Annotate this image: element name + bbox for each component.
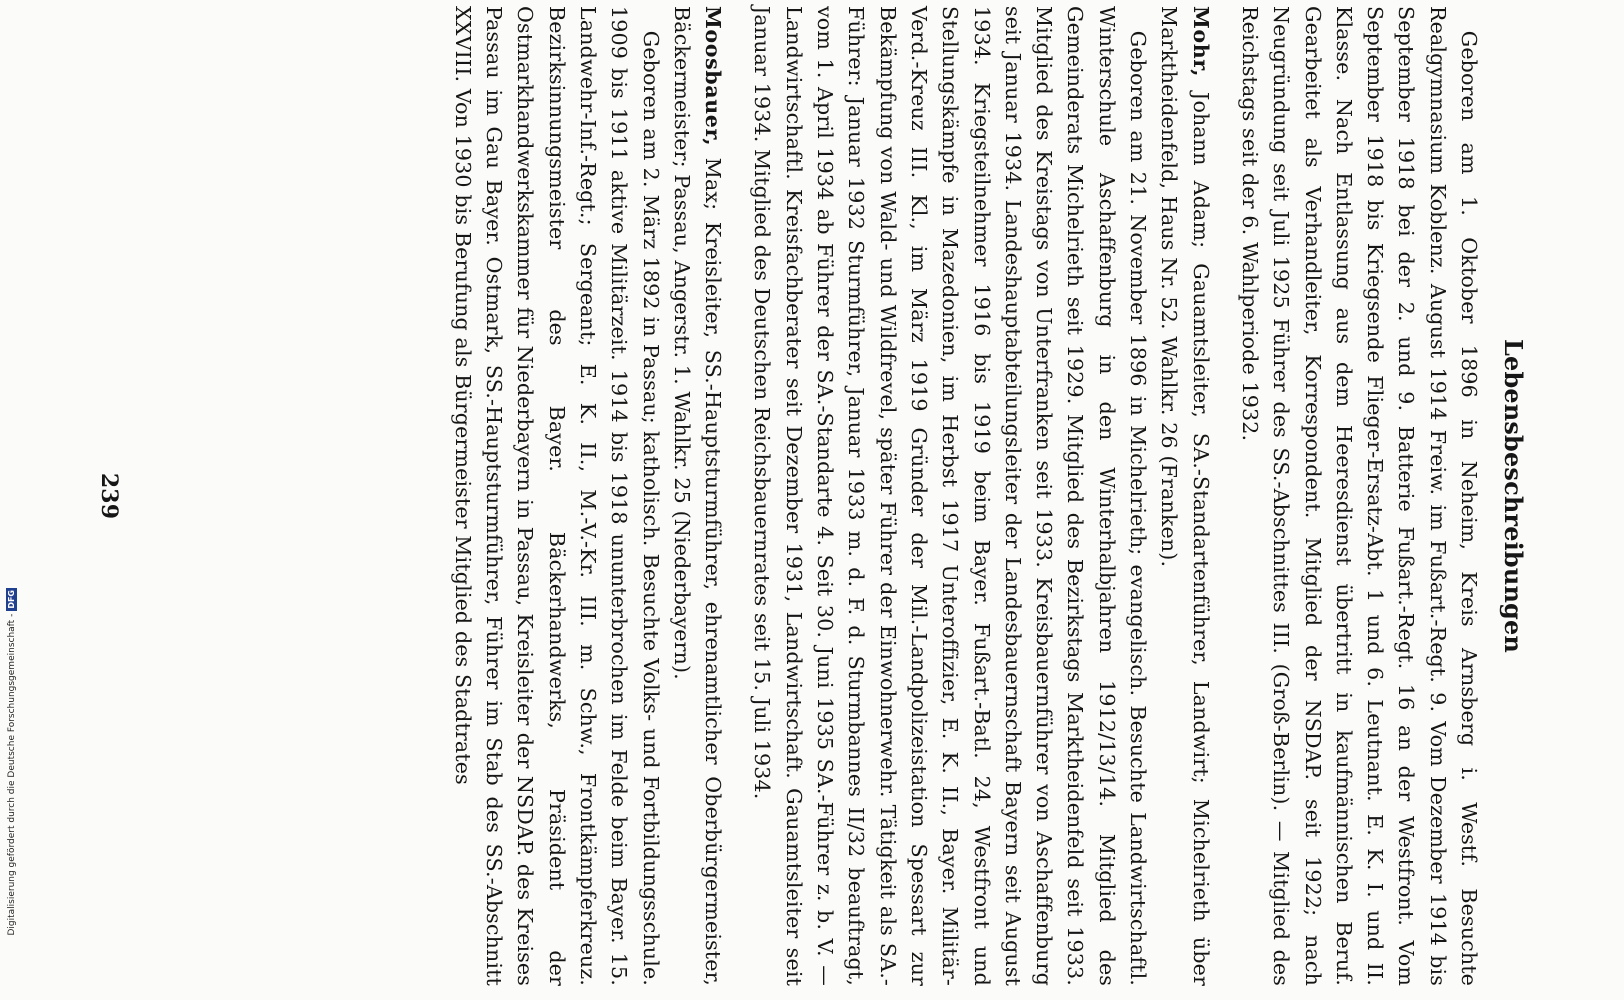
entry-paragraph: Geboren am 2. März 1892 in Passau; katholisch. Besuchte Volks- und Fortbildungsschule. 1909 bis 1911 aktive Militärzeit. 1914 bis 1918 ununterbrochen im Felde beim Bayer. 15. Landwehr-Inf.-Regt.; Sergeant; E. K. II., M.-V.-Kr. III. m. Schw., Frontkämpferkreuz. Bezirksinnungsmeister des Bayer. Bäckerhandwerks, Präsident der Ostmarkhandwerkskammer für Niederbayern in Passau, Kreisleiter der NSDAP. des Kreises Passau im Gau Bayer. Ostmark, SS.-Hauptsturmführer, Führer im Stab des SS.-Abschnitt XXVIII. Von 1930 bis Berufung als Bürgermeister Mitglied des Stadtrates <box>450 6 663 986</box>
entry-paragraph: Geboren am 1. Oktober 1896 in Neheim, Kreis Arnsberg i. Westf. Besuchte Realgymnasium Koblenz. August 1914 Freiw. im Fußart.-Regt. 9. Vom Dezember 1914 bis September 1918 bei der 2. und 9. Batterie Fußart.-Regt. 16 an der Westfront. Vom September 1918 bis Kriegsende Flieger-Ersatz-Abt. 1 und 6. Leutnant. E. K. I. und II. Klasse. Nach Entlassung aus dem Heeresdienst übertritt in kaufmännischen Beruf. Gearbeitet als Verhandleiter, Korrespondent. Mitglied der NSDAP. seit 1922; nach Neugründung seit Juli 1925 Führer des SS.-Abschnittes III. (Groß-Berlin). — Mitglied des Reichstags seit der 6. Wahlperiode 1932. <box>1237 6 1481 986</box>
digitization-credit <box>6 588 18 988</box>
entry-name: Moosbauer, <box>701 6 726 147</box>
entry-paragraph: Geboren am 21. November 1896 in Michelrieth; evangelisch. Besuchte Landwirtschaftl. Winterschule Aschaffenburg in den Winterhalbjahren 1912/13/14. Mitglied des Gemeinderats Michelrieth seit 1929. Mitglied des Bezirkstags Marktheidenfeld seit 1933. Mitglied des Kreistags von Unterfranken seit 1933. Kreisbauernführer von Aschaffenburg seit Januar 1934. Landeshauptabteilungsleiter der Landesbauernschaft Bayern seit August 1934. Kriegsteilnehmer 1916 bis 1919 beim Bayer. Fußart.-Batl. 24, Westfront und Stellungskämpfe in Mazedonien, im Herbst 1917 Unteroffizier, E. K. II., Bayer. Militär-Verd.-Kreuz III. Kl., im März 1919 Gründer der Mil.-Landpolizeistation Spessart zur Bekämpfung von Wald- und Wildfrevel, später Führer der Einwohnerwehr. Tätigkeit als SA.-Führer: Januar 1932 Sturmführer, Januar 1933 m. d. F. d. Sturmbannes II/32 beauftragt, vom 1. April 1934 ab Führer der SA.-Standarte 4. Seit 30. Juni 1935 SA.-Führer z. b. V. — Landwirtschaftl. Kreisfachberater seit Dezember 1931, Landwirtschaft. Gauamtsleiter seit Januar 1934. Mitglied des Deutschen Reichsbauernrates seit 15. Juli 1934. <box>750 6 1151 986</box>
entry-lead <box>1153 6 1216 986</box>
dfg-logo: DFG <box>7 590 16 609</box>
entry-lead-text: Max; Kreisleiter, SS.-Hauptsturmführer, ehrenamtlicher Oberbürgermeister, Bäckermeister; Passau, Angerstr. 1. Wahlkr. 25 (Niederbayern). <box>669 6 726 986</box>
page-number: 239 <box>96 472 122 520</box>
biography-entry-moosbauer <box>447 6 729 986</box>
entry-name: Mohr, <box>1188 6 1213 78</box>
biography-entry-mohr <box>746 6 1215 986</box>
entry-lead <box>666 6 729 986</box>
document-page <box>78 6 1528 986</box>
page-header: Lebensbeschreibungen <box>1499 339 1528 653</box>
entry-lead-text: Johann Adam; Gauamtsleiter, SA.-Standartenführer, Landwirt; Michelrieth über Marktheidenfeld, Haus Nr. 52. Wahlkr. 26 (Franken). <box>1157 6 1213 986</box>
credit-text: Digitalisierung gefördert durch die Deutsche Forschungsgemeinschaft - <box>7 613 17 936</box>
biography-entry-continuation <box>1234 6 1484 986</box>
